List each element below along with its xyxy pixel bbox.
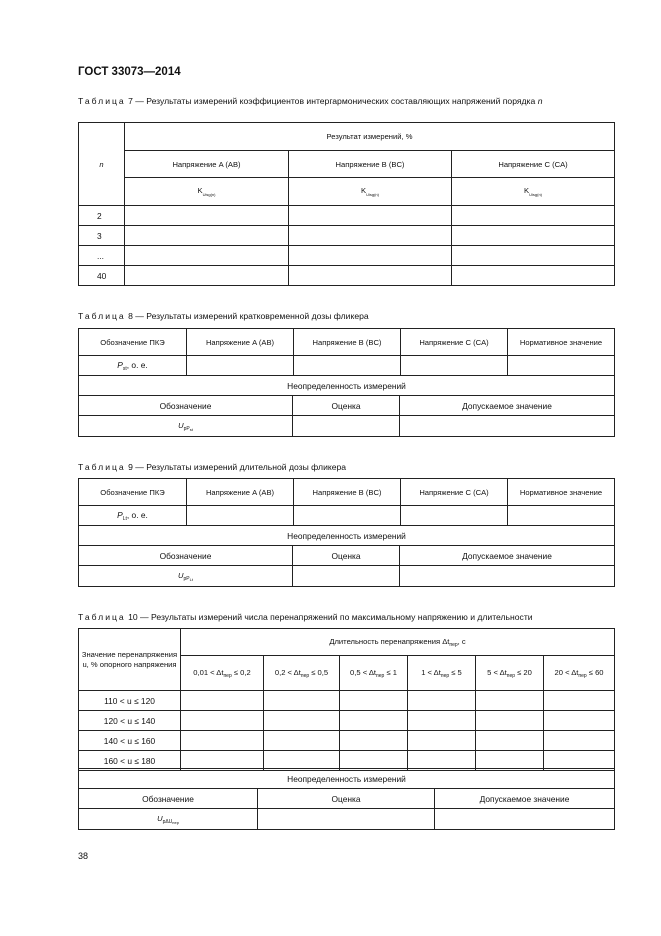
caption-text: 10 — Результаты измерений числа перенапряжений по максимальному напряжению и длительности [128,612,533,622]
page-number: 38 [78,851,89,861]
designation-header: Обозначение [79,789,258,809]
designation-header: Обозначение [79,546,293,566]
estimate-header: Оценка [293,396,400,416]
phase-a-header: Напряжение A (AB) [187,479,294,506]
table-row: 40 [79,266,615,286]
caption-n: n [537,96,543,106]
allowed-header: Допускаемое значение [435,789,615,809]
phase-a-header: Напряжение A (AB) [187,329,294,356]
col-pke-header: Обозначение ПКЭ [79,329,187,356]
k-symbol-b: $K_{Uisg(n)}$ [289,178,452,206]
phase-b-header: Напряжение B (BC) [294,479,401,506]
range-header: $20 < \Delta t_{пер} \le 60$ [544,656,615,691]
caption-label: Таблица [78,96,126,106]
designation-header: Обозначение [79,396,293,416]
caption-text: 8 — Результаты измерений кратковременной дозы фликера [128,311,369,321]
pst-symbol: $P_{st}$, о. е. [79,356,187,376]
table8-caption [78,310,618,322]
k-symbol-c: $K_{Uisg(n)}$ [452,178,615,206]
table10-caption [78,611,638,623]
table-row: 2 [79,206,615,226]
caption-label: Таблица [78,612,126,622]
result-header: Результат измерений, % [125,123,615,151]
caption-label: Таблица [78,311,126,321]
norm-header: Нормативное значение [508,329,615,356]
table-row: 3 [79,226,615,246]
k-symbol-a: $K_{Uisg(n)}$ [125,178,289,206]
u-pst-symbol: $U_{pPst}$ [79,416,293,437]
table7-caption [78,95,618,107]
uncertainty-header: Неопределенность измерений [79,376,615,396]
estimate-header: Оценка [258,789,435,809]
phase-a-header: Напряжение A (AB) [125,151,289,178]
range-header: $0,5 < \Delta t_{пер} \le 1$ [340,656,408,691]
table9 [78,478,615,546]
phase-b-header: Напряжение B (BC) [294,329,401,356]
caption-label: Таблица [78,462,126,472]
table7 [78,122,615,286]
document-id: ГОСТ 33073—2014 [78,66,181,78]
caption-text: 7 — Результаты измерений коэффициентов интергармонических составляющих напряжений порядка [128,96,536,106]
allowed-header: Допускаемое значение [400,546,615,566]
table-row: ... [79,246,615,266]
table-row: 160 < u ≤ 180 [79,751,615,771]
range-header: $0,2 < \Delta t_{пер} \le 0,5$ [264,656,340,691]
uncertainty-header: Неопределенность измерений [79,769,615,789]
uncertainty-header: Неопределенность измерений [79,526,615,546]
range-header: $5 < \Delta t_{пер} \le 20$ [476,656,544,691]
table9-uncertainty [78,545,615,587]
col-pke-header: Обозначение ПКЭ [79,479,187,506]
table-row: 110 < u ≤ 120 [79,691,615,711]
table8-uncertainty [78,395,615,437]
table10 [78,628,615,771]
allowed-header: Допускаемое значение [400,396,615,416]
phase-b-header: Напряжение B (BC) [289,151,452,178]
value-header: Значение перенапряжения u, % опорного напряжения [79,629,181,691]
u-plt-symbol: $U_{pPLt}$ [79,566,293,587]
table9-caption [78,461,618,473]
table-row: 120 < u ≤ 140 [79,711,615,731]
phase-c-header: Напряжение C (CA) [401,329,508,356]
col-n-header: n [79,123,125,206]
caption-text: 9 — Результаты измерений длительной дозы фликера [128,462,347,472]
plt-symbol: $P_{Lt}$, о. е. [79,506,187,526]
duration-header: Длительность перенапряжения $\Delta t_{пер}$, с [181,629,615,656]
estimate-header: Оценка [293,546,400,566]
phase-c-header: Напряжение C (CA) [401,479,508,506]
table8 [78,328,615,396]
range-header: $1 < \Delta t_{пер} \le 5$ [408,656,476,691]
u-du-symbol: $U_{p\Delta Uпер}$ [79,809,258,830]
table-row: 140 < u ≤ 160 [79,731,615,751]
norm-header: Нормативное значение [508,479,615,506]
table10-uncertainty [78,768,615,830]
phase-c-header: Напряжение C (CA) [452,151,615,178]
range-header: $0,01 < \Delta t_{пер} \le 0,2$ [181,656,264,691]
